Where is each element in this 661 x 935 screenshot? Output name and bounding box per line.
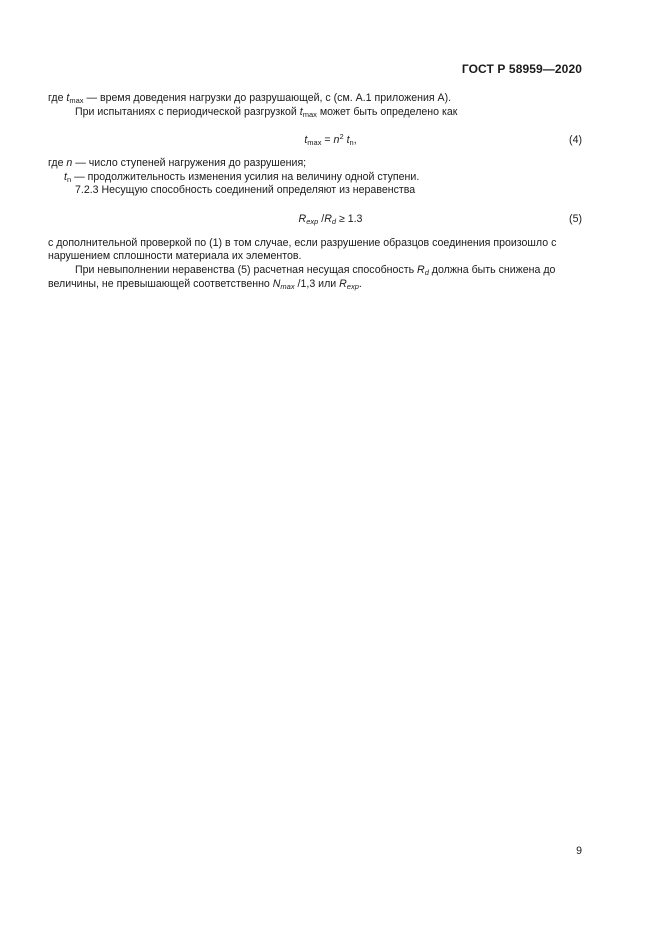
subscript: max (280, 282, 295, 291)
equals-sign: = (321, 134, 334, 146)
text-fragment: должна быть снижена до (428, 264, 556, 276)
text-fragment: — время доведения нагрузки до разрушающей, с (см. А.1 приложения А). (83, 92, 452, 104)
equation-number-4: (4) (569, 134, 582, 146)
paragraph-line (48, 278, 583, 291)
text-fragment: — число ступеней нагружения до разрушения; (72, 157, 307, 169)
text-fragment: величины, не превышающей соответственно (48, 278, 273, 290)
var-n: n (333, 134, 340, 146)
clause-7-2-3: 7.2.3 Несущую способность соединений определяют из неравенства (75, 184, 416, 196)
superscript: 2 (339, 132, 344, 141)
var-t: t (66, 92, 70, 104)
text-fragment: где (48, 157, 67, 169)
text-fragment: где (48, 92, 67, 104)
page-number: 9 (576, 845, 582, 857)
var-r: R (339, 278, 347, 290)
definition-n (48, 157, 583, 170)
text-fragment: , (353, 134, 357, 146)
formula-4 (0, 134, 661, 147)
subscript: n (66, 175, 72, 184)
subscript: n (349, 138, 354, 147)
paragraph-line: с дополнительной проверкой по (1) в том случае, если разрушение образцов соединения произошло с (48, 237, 557, 249)
subscript: exp (346, 282, 359, 291)
var-t: t (64, 171, 67, 183)
var-r: R (417, 264, 425, 276)
text-fragment: ≥ 1.3 (336, 213, 363, 225)
paragraph-line (75, 264, 583, 277)
var-n: n (66, 157, 73, 169)
text-fragment: / (318, 213, 325, 225)
var-r: R (298, 213, 307, 225)
definition-tn (64, 171, 583, 184)
var-r: R (324, 213, 332, 225)
subscript: d (331, 217, 337, 226)
var-n: N (272, 278, 281, 290)
text-fragment: /1,3 или (294, 278, 340, 290)
equation-number-5: (5) (569, 213, 582, 225)
formula-5 (0, 213, 661, 226)
var-t: t (304, 134, 308, 146)
text-fragment: может быть определено как (316, 106, 458, 118)
text-fragment: . (358, 278, 362, 290)
subscript: max (307, 138, 322, 147)
text-fragment: При испытаниях с периодической разгрузкой (75, 106, 300, 118)
text-fragment: При невыполнении неравенства (5) расчетная несущая способность (75, 264, 418, 276)
subscript: exp (306, 217, 319, 226)
paragraph-line: нарушением сплошности материала их элементов. (48, 250, 302, 262)
subscript: max (69, 96, 84, 105)
var-t: t (346, 134, 350, 146)
var-t: t (299, 106, 303, 118)
subscript: d (424, 268, 429, 277)
standard-code-header: ГОСТ Р 58959—2020 (461, 62, 582, 76)
subscript: max (302, 110, 317, 119)
paragraph-periodic-unloading (75, 106, 583, 119)
text-fragment: — продолжительность изменения усилия на величину одной ступени. (71, 171, 420, 183)
definition-tmax (48, 92, 583, 105)
